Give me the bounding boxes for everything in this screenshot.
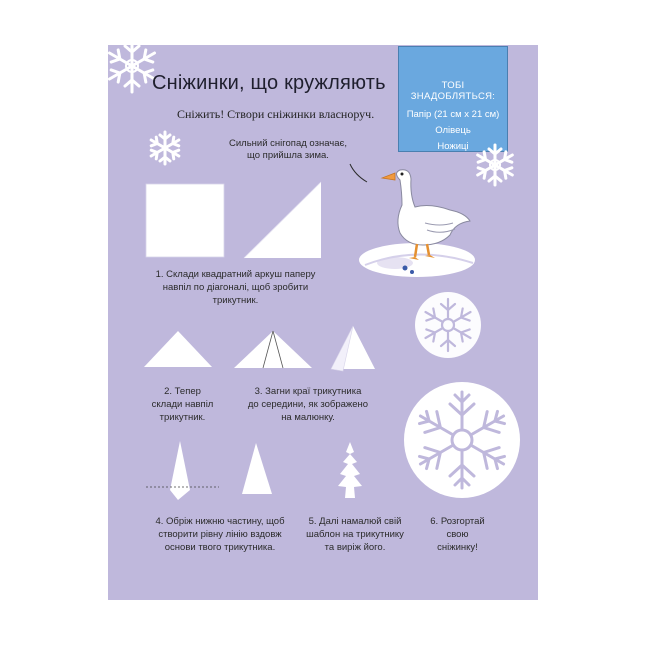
materials-heading: ТОБІ ЗНАДОБЛЯТЬСЯ:: [410, 80, 496, 102]
step-line: шаблон на трикутнику: [306, 529, 404, 540]
step-line: свою: [446, 529, 469, 540]
speech-line: Сильний снігопад означає,: [229, 138, 347, 149]
step-caption: [420, 515, 495, 554]
snowflake-icon: [140, 128, 190, 168]
step-line: 6. Розгортай: [430, 516, 485, 527]
step-caption: [143, 268, 328, 307]
step-line: 2. Тепер: [164, 386, 201, 397]
folded-triangle: [143, 330, 213, 368]
step-line: трикутник.: [212, 295, 259, 306]
page-subtitle: Сніжить! Створи сніжинки власноруч.: [177, 107, 375, 121]
step-caption: [238, 385, 378, 424]
step-line: основи твого трикутника.: [164, 542, 276, 553]
step-line: трикутник.: [159, 412, 206, 423]
goose-illustration: [355, 165, 485, 280]
paper-triangle: [243, 181, 323, 259]
step-line: навпіл по діагоналі, щоб зробити: [162, 282, 309, 293]
narrow-triangle: [238, 442, 278, 497]
step-caption: [300, 515, 410, 554]
step-line: на малюнку.: [281, 412, 335, 423]
cut-pattern: [330, 440, 370, 500]
materials-item: Папір (21 см х 21 см): [406, 109, 500, 120]
step-line: сніжинку!: [437, 542, 478, 553]
step-caption: [145, 515, 295, 554]
speech-text: [218, 138, 358, 162]
speech-line: що прийшла зима.: [247, 150, 329, 161]
step-line: до середини, як зображено: [247, 399, 369, 410]
page-title: Сніжинки, що кружляють: [152, 72, 386, 94]
cut-triangle: [145, 440, 220, 505]
folded-edges: [323, 325, 378, 375]
snowflake-icon: [413, 290, 483, 360]
step-line: створити рівну лінію вздовж: [158, 529, 282, 540]
step-line: склади навпіл: [151, 399, 214, 410]
materials-item: Ножиці: [437, 141, 469, 152]
snowflake-icon: [400, 378, 525, 503]
step-line: 4. Обріж нижню частину, щоб: [155, 516, 285, 527]
step-line: та виріж його.: [324, 542, 386, 553]
step-line: 1. Склади квадратний аркуш паперу: [155, 269, 316, 280]
step-line: 3. Загни краї трикутника: [254, 386, 362, 397]
step-line: 5. Далі намалюй свій: [308, 516, 402, 527]
paper-square: [145, 183, 225, 258]
step-caption: [140, 385, 225, 424]
materials-box: [398, 46, 508, 152]
materials-item: Олівець: [435, 125, 471, 136]
folded-triangle-lines: [233, 330, 313, 370]
